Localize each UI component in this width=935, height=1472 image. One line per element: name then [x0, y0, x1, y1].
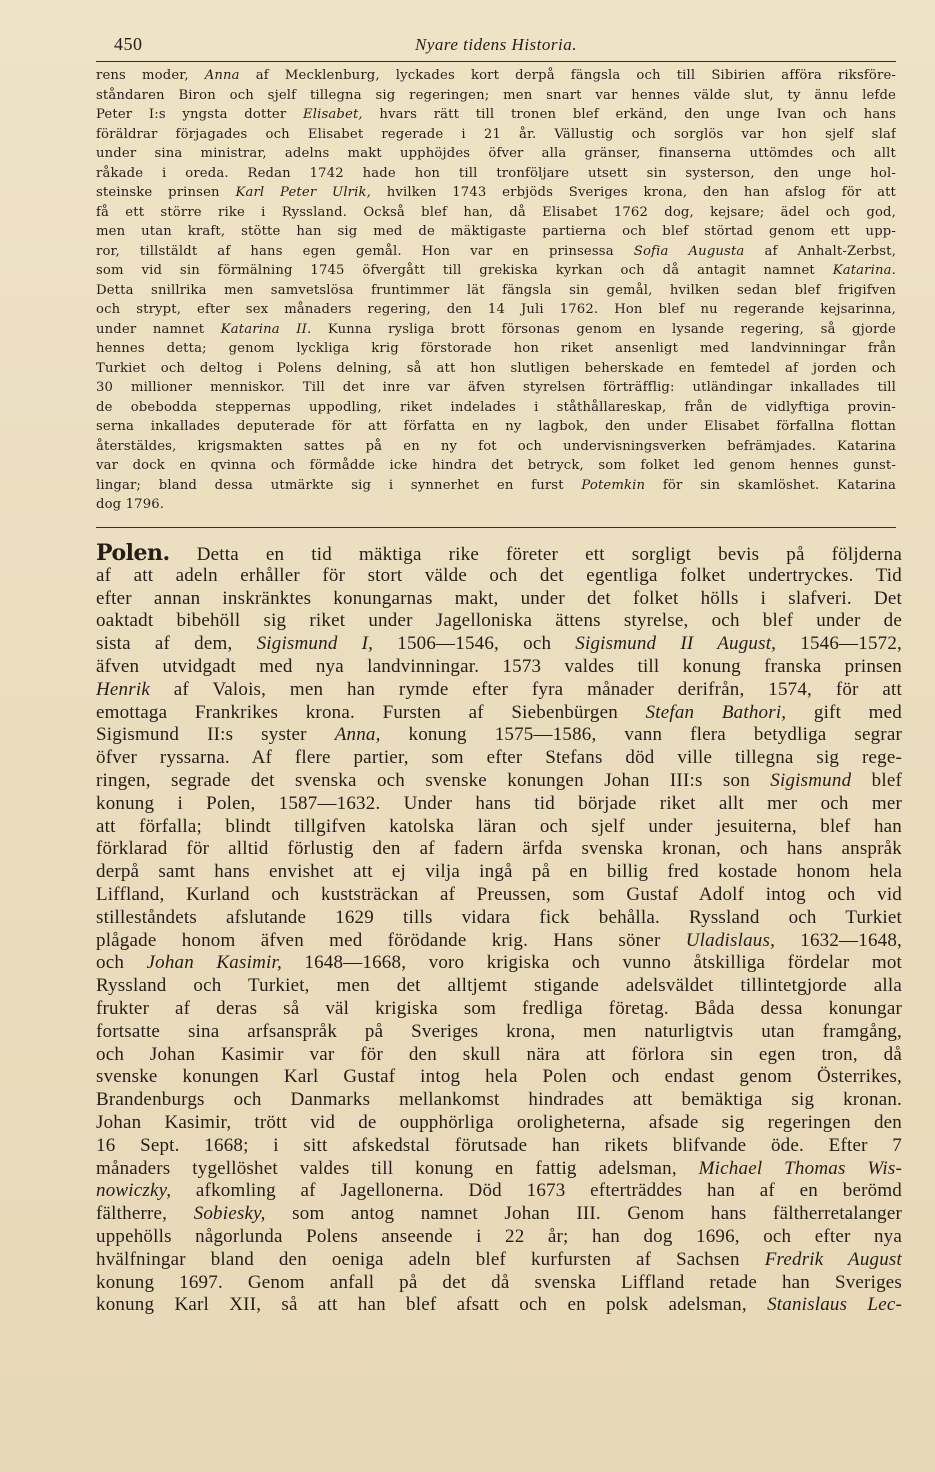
body-text-line: plågade honom äfven med förödande krig. Hans söner Uladislaus, 1632—1648,	[96, 929, 902, 951]
small-text-line: ståndaren Biron och sjelf tillegna sig regeringen; men snart var hennes välde slut, ty ännu lefde	[96, 87, 896, 103]
italic-name: Elisabet,	[302, 107, 363, 122]
small-text-line: återstäldes, krigsmakten sattes på en ny fot och undervisningsverken befrämjades. Katarina	[96, 438, 896, 454]
small-text-line: få ett större rike i Ryssland. Också blef han, då Elisabet 1762 dog, kejsare; ädel och god,	[96, 204, 896, 220]
body-text-line: öfver ryssarna. Af flere partier, som efter Stefans död ville tillegna sig rege-	[96, 747, 902, 769]
small-text-line: Turkiet och deltog i Polens delning, så att hon slutligen beherskade en femtedel af jorden och	[96, 360, 896, 376]
small-text-line: rens moder, Anna af Mecklenburg, lyckades kort derpå fängsla och till Sibirien afföra riksföre-	[96, 68, 896, 83]
section-polen	[96, 542, 902, 1317]
body-text-line: att förfalla; blindt tillgifven katolska läran och sjelf under jesuiterna, blef han	[96, 815, 902, 837]
body-text-line: förklarad för alltid förlustig den af fadern ärfda svenska kronan, och hans anspråk	[96, 838, 902, 860]
body-text-line: svenske konungen Karl Gustaf intog hela Polen och endast genom Österrikes,	[96, 1066, 902, 1088]
small-text-line: under sina ministrar, adelns makt upphöjdes öfver alla gränser, finanserna uttömdes och allt	[96, 146, 896, 161]
body-text-line: äfven utvidgadt med nya landvinningar. 1573 valdes till konung franska prinsen	[96, 655, 902, 677]
body-text-line: uppehölls någorlunda Polens anseende i 22 år; han dog 1696, och efter nya	[96, 1225, 902, 1247]
small-text-line: föräldrar förjagades och Elisabet regerade i 21 år. Vällustig och sorglös var hon sjelf slaf	[96, 126, 896, 142]
italic-name: Katarina II.	[220, 321, 312, 337]
small-text-line: Detta snillrika men samvetslösa fruntimmer lät fängsla sin gemål, hvilken sedan blef frigifven	[96, 282, 896, 298]
italic-name: Karl Peter Ulrik,	[235, 185, 371, 200]
body-text-line: månaders tygellöshet valdes till konung en fattig adelsman, Michael Thomas Wis-	[96, 1157, 902, 1179]
small-text-line: hennes detta; genom lyckliga krig förstorade hon riket ansenligt med landvinningar från	[96, 341, 896, 356]
small-text-line: men utan kraft, stötte han sig med de mäktigaste partierna och blef störtad genom ett upp-	[96, 224, 896, 239]
italic-name: Uladislaus,	[685, 929, 776, 951]
body-text-line: derpå samt hans envishet att ej vilja ingå på en billig fred kostade honom hela	[96, 861, 902, 883]
body-text-line: Johan Kasimir, trött vid de oupphörliga oroligheterna, afsade sig regeringen den	[96, 1111, 902, 1133]
italic-name: Sobiesky,	[193, 1203, 266, 1225]
body-text-line: sista af dem, Sigismund I, 1506—1546, och Sigismund II August, 1546—1572,	[96, 633, 902, 655]
section-first-line-text: Detta en tid mäktiga rike företer ett sorgligt bevis på följderna	[196, 544, 902, 565]
italic-name: Henrik	[96, 678, 150, 700]
section-heading: Polen.	[96, 542, 170, 565]
body-text-line: ringen, segrade det svenska och svenske konungen Johan III:s son Sigismund blef	[96, 769, 902, 791]
body-text-line: Liffland, Kurland och kuststräckan af Preussen, som Gustaf Adolf intog och vid	[96, 883, 902, 905]
italic-name: Johan Kasimir,	[146, 952, 282, 974]
italic-name: Sigismund	[770, 769, 852, 791]
italic-name: Michael Thomas Wis-	[698, 1157, 902, 1179]
small-text-line: lingar; bland dessa utmärkte sig i synnerhet en furst Potemkin för sin skamlöshet. Katarina	[96, 477, 896, 493]
italic-name: Fredrik August	[764, 1248, 902, 1270]
italic-name: Sofia Augusta	[633, 243, 745, 259]
body-text-line: och Johan Kasimir, 1648—1668, voro krigiska och vunno åtskilliga fördelar mot	[96, 952, 902, 974]
body-text-line: konung 1697. Genom anfall på det då svenska Liffland retade han Sveriges	[96, 1271, 902, 1293]
body-text-line: stilleståndets afslutande 1629 tills vidara fick behålla. Ryssland och Turkiet	[96, 906, 902, 928]
body-text-line: fortsatte sina arfsanspråk på Sveriges krona, men naturligtvis utan framgång,	[96, 1020, 902, 1042]
small-text-line: de obebodda steppernas uppodling, riket indelades i ståthållareskap, från de vidlyftiga provin-	[96, 399, 896, 415]
small-text-line: som vid sin förmälning 1745 öfvergått till grekiska kyrkan och då antagit namnet Katarina.	[96, 263, 896, 278]
body-text-line: 16 Sept. 1668; i sitt afskedstal förutsade han rikets blifvande öde. Efter 7	[96, 1134, 902, 1156]
body-text-line: hvälfningar bland den oeniga adeln blef kurfursten af Sachsen Fredrik August	[96, 1248, 902, 1270]
small-text-line: Peter I:s yngsta dotter Elisabet, hvars rätt till tronen blef erkänd, den unge Ivan och hans	[96, 107, 896, 122]
section-first-line	[96, 542, 902, 565]
small-text-line: dog 1796.	[96, 497, 165, 512]
small-text-line: 30 millioner menniskor. Till det inre var äfven styrelsen förträfflig: utländingar inkallades till	[96, 380, 896, 395]
body-text-line: nowiczky, afkomling af Jagellonerna. Död 1673 efterträddes han af en berömd	[96, 1180, 902, 1202]
italic-name: Anna,	[334, 724, 381, 746]
italic-name: nowiczky,	[96, 1180, 172, 1202]
body-text-line: konung i Polen, 1587—1632. Under hans tid började riket allt mer och mer	[96, 792, 902, 814]
body-text-line: emottaga Frankrikes krona. Fursten af Siebenbürgen Stefan Bathori, gift med	[96, 701, 902, 723]
body-text-line: Henrik af Valois, men han rymde efter fyra månader derifrån, 1574, för att	[96, 678, 902, 700]
small-text-line: ror, tillstäldt af hans egen gemål. Hon var en prinsessa Sofia Augusta af Anhalt-Zerbst,	[96, 243, 896, 259]
body-text-line: konung Karl XII, så att han blef afsatt och en polsk adelsman, Stanislaus Lec-	[96, 1294, 902, 1316]
small-text-line: serna inkallades deputerade för att författa en ny lagbok, den under Elisabet förfallna flottan	[96, 419, 896, 434]
page-header	[96, 34, 896, 58]
small-print-paragraph	[96, 66, 896, 515]
small-text-line: var dock en qvinna och förmådde icke hindra det betryck, som folket led genom hennes gunst-	[96, 458, 896, 473]
body-text-line: och Johan Kasimir var för den skull nära att förlora sin egen tron, då	[96, 1043, 902, 1065]
body-text-line: Sigismund II:s syster Anna, konung 1575—1586, vann flera betydliga segrar	[96, 724, 902, 746]
body-text-line: fältherre, Sobiesky, som antog namnet Johan III. Genom hans fältherretalanger	[96, 1203, 902, 1225]
small-text-line: under namnet Katarina II. Kunna rysliga brott försonas genom en lysande regering, så gjorde	[96, 321, 896, 337]
italic-name: Sigismund II August,	[575, 633, 777, 655]
italic-name: Stefan Bathori,	[645, 701, 787, 723]
body-text-line: af att adeln erhåller för stort välde och det egentliga folket undertryckes. Tid	[96, 564, 902, 586]
header-rule	[96, 61, 896, 62]
body-text-line: Brandenburgs och Danmarks mellankomst hindrades att bemäktiga sig kronan.	[96, 1089, 902, 1111]
body-text-line: efter annan inskränktes konungarnas makt, under det folket hölls i slafveri. Det	[96, 587, 902, 609]
body-text-line: frukter af deras så väl krigiska som fredliga företag. Båda dessa konungar	[96, 997, 902, 1019]
page-number: 450	[114, 34, 143, 54]
running-title: Nyare tidens Historia.	[415, 35, 577, 54]
italic-name: Katarina.	[832, 263, 896, 278]
small-text-line: steinske prinsen Karl Peter Ulrik, hvilken 1743 erbjöds Sveriges krona, den han afslog för att	[96, 185, 896, 200]
body-text-line: oaktadt bibehöll sig riket under Jagelloniska ättens styrelse, och blef under de	[96, 610, 902, 632]
small-text-line: och strypt, efter sex månaders regering, den 14 Juli 1762. Hon blef nu regerande kejsarinna,	[96, 302, 896, 317]
body-text-line: Ryssland och Turkiet, men det alltjemt stigande adelsväldet tillintetgjorde alla	[96, 975, 902, 997]
italic-name: Anna	[204, 68, 240, 83]
italic-name: Stanislaus Lec-	[767, 1294, 902, 1316]
small-text-line: råkade i oreda. Redan 1742 hade hon till tronföljare utsett sin systerson, den unge hol-	[96, 165, 896, 181]
italic-name: Potemkin	[581, 477, 646, 493]
italic-name: Sigismund I,	[256, 633, 374, 655]
section-divider	[96, 527, 896, 528]
